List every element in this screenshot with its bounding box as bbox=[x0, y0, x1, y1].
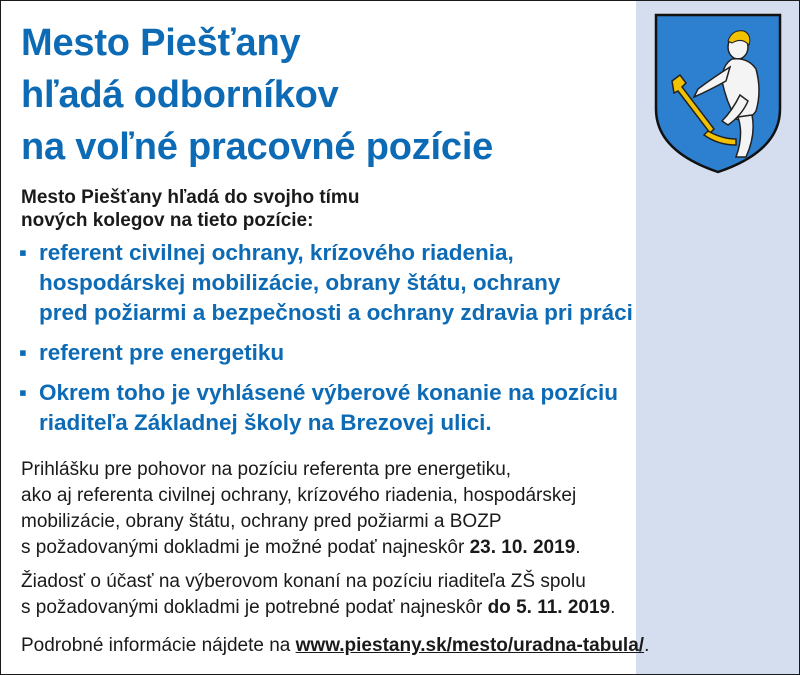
deadline-prefix: s požadovanými dokladmi je možné podať najneskôr bbox=[21, 537, 470, 558]
intro-line-2: nových kolegov na tieto pozície: bbox=[21, 210, 314, 231]
headline-line-1: Mesto Piešťany bbox=[21, 22, 301, 64]
more-info-suffix: . bbox=[644, 635, 650, 656]
application-deadline-paragraph bbox=[21, 457, 581, 561]
deadline-prefix: s požadovanými dokladmi je potrebné podať najneskôr bbox=[21, 597, 488, 618]
position-line: pred požiarmi a bezpečnosti a ochrany zdravia pri práci bbox=[39, 300, 633, 325]
website-link[interactable]: www.piestany.sk/mesto/uradna-tabula/ bbox=[295, 635, 645, 656]
position-item-civil-protection bbox=[17, 238, 633, 328]
headline bbox=[21, 17, 493, 173]
positions-list bbox=[17, 238, 633, 448]
position-line: hospodárskej mobilizácie, obrany štátu, ochrany bbox=[39, 270, 561, 295]
paragraph-line: Žiadosť o účasť na výberovom konaní na pozíciu riaditeľa ZŠ spolu bbox=[21, 571, 586, 592]
paragraph-line: Prihlášku pre pohovor na pozíciu referenta pre energetiku, bbox=[21, 459, 512, 480]
position-item-school-director bbox=[17, 378, 633, 438]
intro-text bbox=[21, 186, 359, 232]
position-line: Okrem toho je vyhlásené výberové konanie na pozíciu bbox=[39, 380, 618, 405]
paragraph-line bbox=[21, 535, 581, 561]
more-info-prefix: Podrobné informácie nájdete na bbox=[21, 635, 296, 656]
headline-line-2: hľadá odborníkov bbox=[21, 74, 339, 116]
position-line: referent pre energetiku bbox=[39, 340, 285, 365]
more-info-paragraph bbox=[21, 633, 649, 659]
paragraph-line bbox=[21, 595, 615, 621]
paragraph-line: mobilizácie, obrany štátu, ochrany pred požiarmi a BOZP bbox=[21, 511, 502, 532]
position-item-energy bbox=[17, 338, 633, 368]
deadline-date: do 5. 11. 2019 bbox=[487, 597, 611, 618]
school-director-deadline-paragraph bbox=[21, 569, 615, 621]
position-line: referent civilnej ochrany, krízového riadenia, bbox=[39, 240, 514, 265]
paragraph-line: ako aj referenta civilnej ochrany, krízového riadenia, hospodárskej bbox=[21, 485, 577, 506]
deadline-suffix: . bbox=[610, 597, 616, 618]
bullet-icon: ▪ bbox=[19, 340, 27, 365]
deadline-date: 23. 10. 2019 bbox=[469, 537, 576, 558]
position-line: riaditeľa Základnej školy na Brezovej ulici. bbox=[39, 410, 492, 435]
headline-line-3: na voľné pracovné pozície bbox=[21, 126, 494, 168]
bullet-icon: ▪ bbox=[19, 380, 27, 405]
piestany-coat-of-arms-icon bbox=[652, 11, 784, 176]
bullet-icon: ▪ bbox=[19, 240, 27, 265]
deadline-suffix: . bbox=[575, 537, 581, 558]
intro-line-1: Mesto Piešťany hľadá do svojho tímu bbox=[21, 187, 360, 208]
paragraph-line bbox=[21, 633, 649, 659]
